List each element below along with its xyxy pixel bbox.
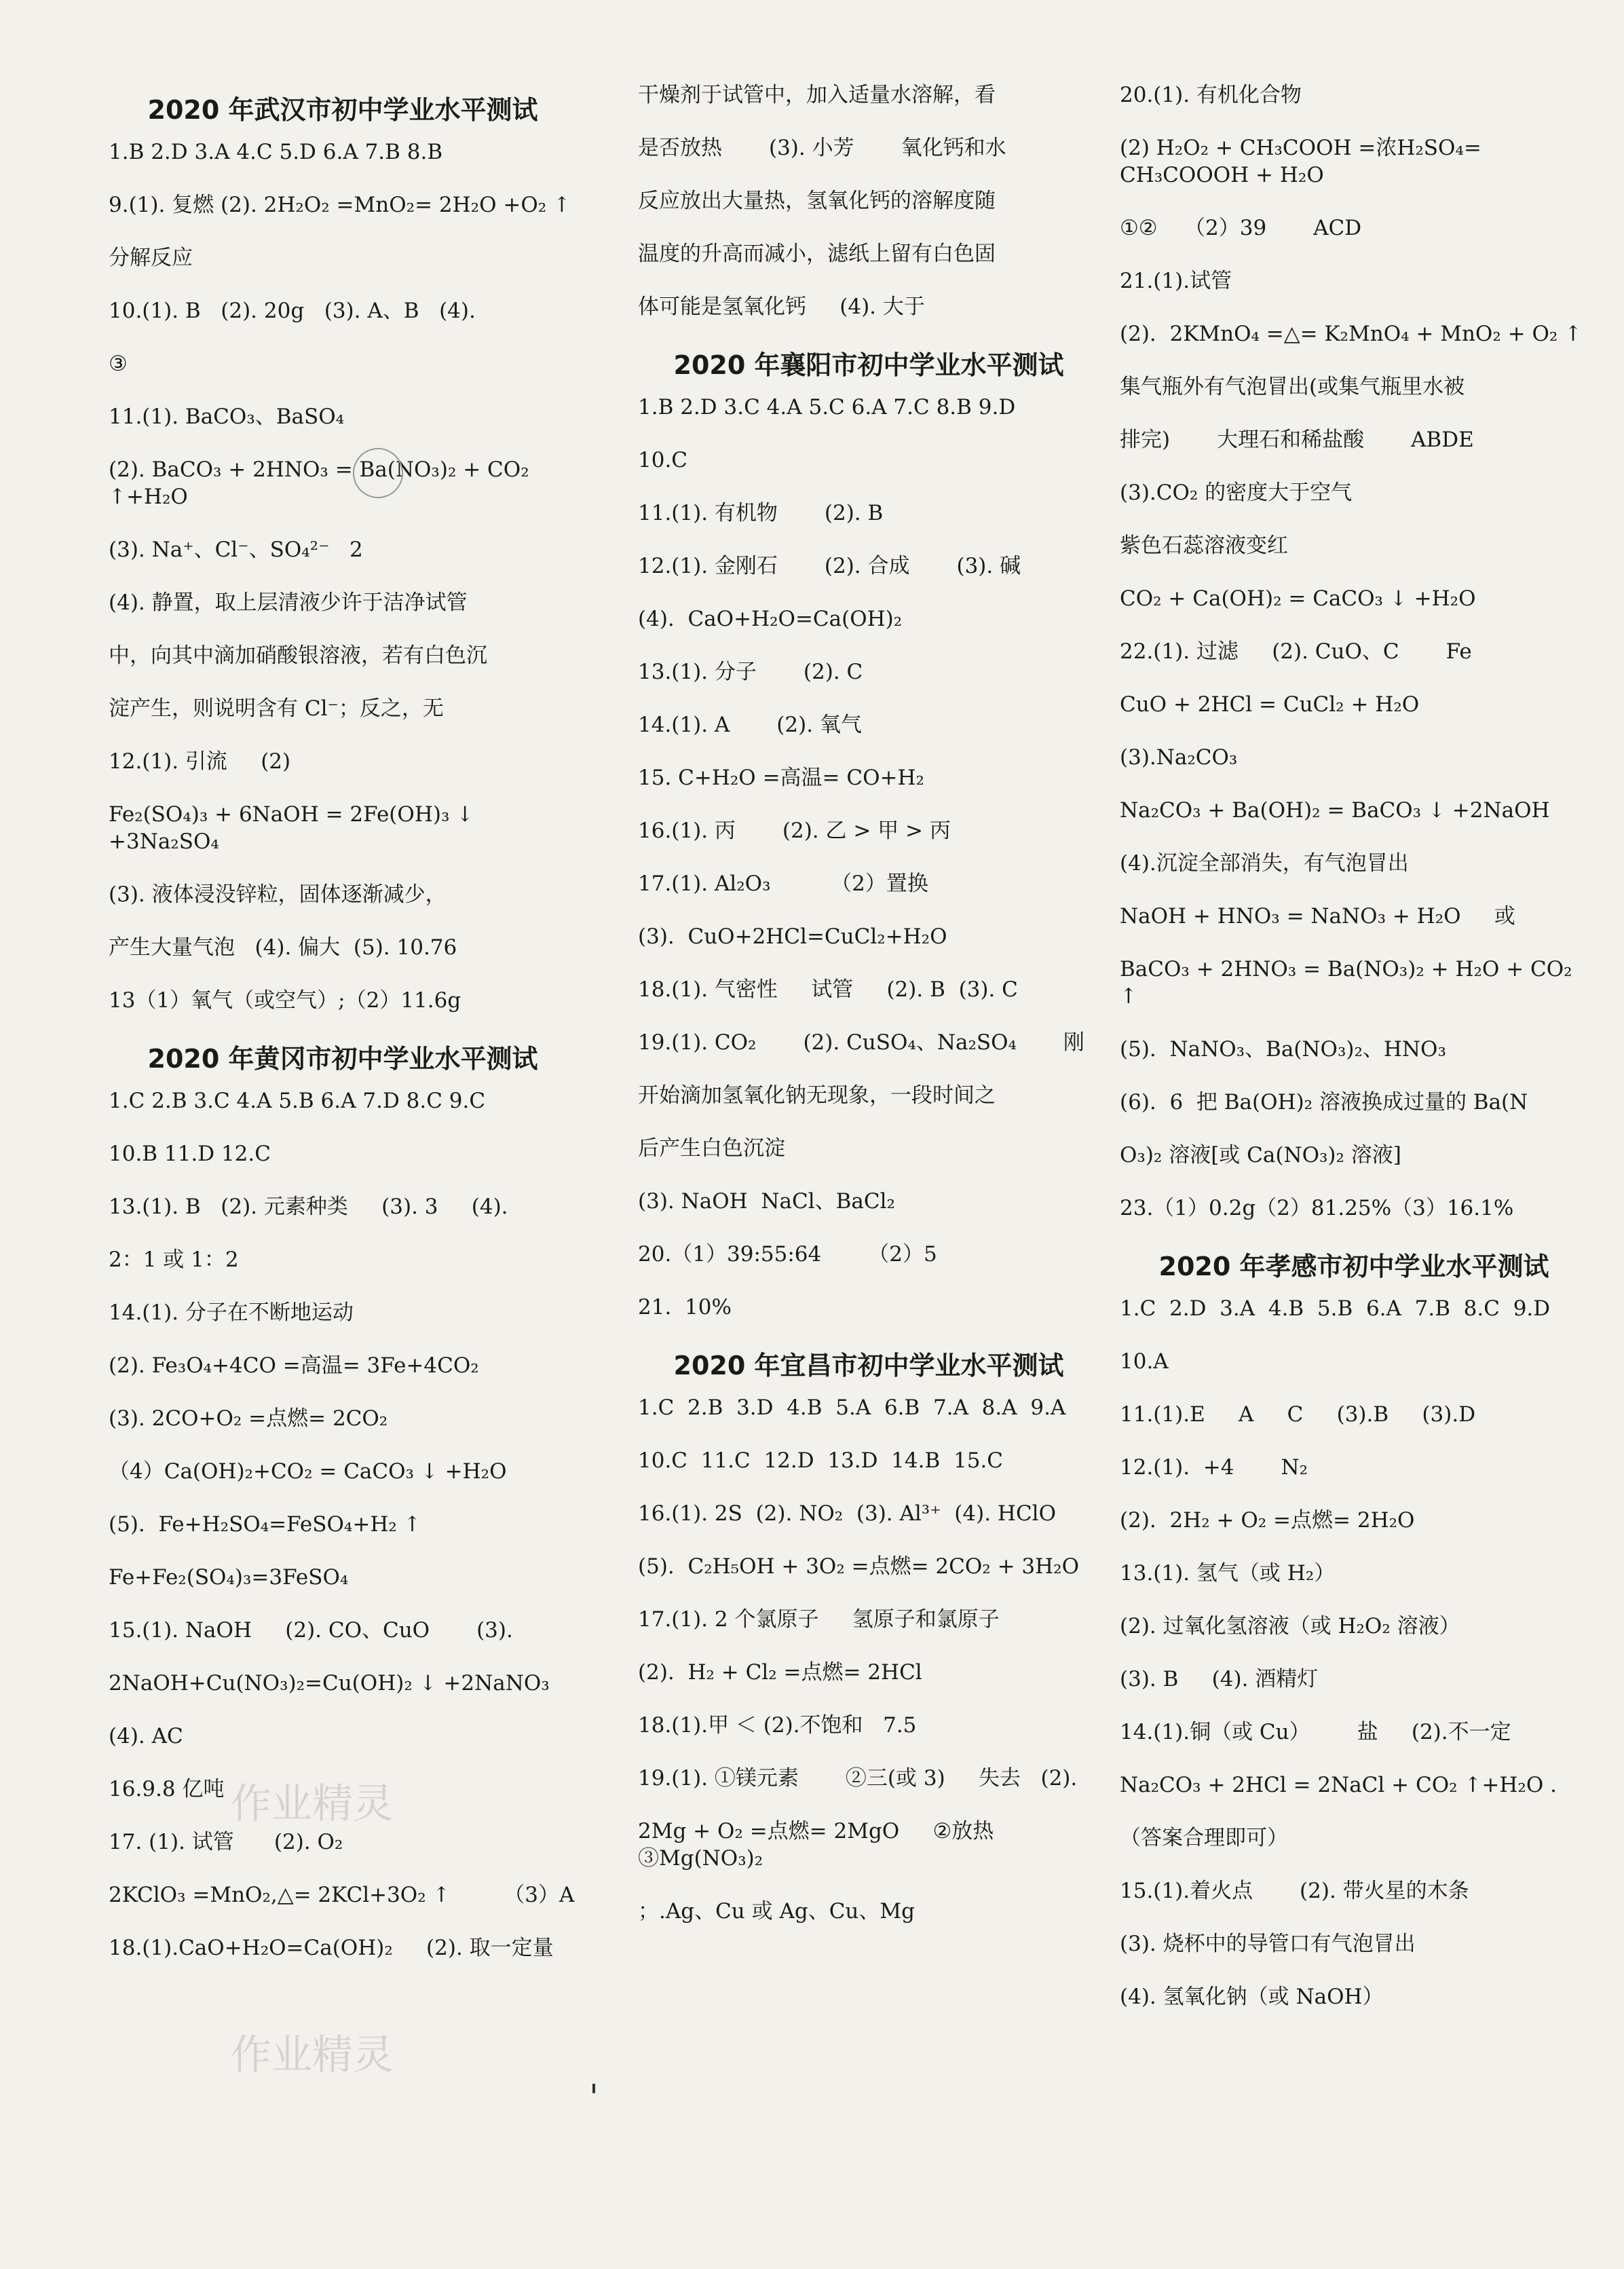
answer-line: (3).CO₂ 的密度大于空气 — [1120, 481, 1353, 505]
answer-line: Na₂CO₃ + Ba(OH)₂ = BaCO₃ ↓ +2NaOH — [1120, 798, 1550, 823]
answer-line: (2) H₂O₂ + CH₃COOH =浓H₂SO₄= CH₃COOOH + H₂O — [1120, 136, 1488, 187]
answer-line: 13（1）氧气（或空气）;（2）11.6g — [109, 988, 461, 1013]
answer-line: 11.(1). 有机物 (2). B — [638, 501, 884, 525]
answer-line: (5). C₂H₅OH + 3O₂ =点燃= 2CO₂ + 3H₂O — [638, 1554, 1080, 1579]
column-right — [1120, 81, 1588, 2036]
answer-line: 14.(1). A (2). 氧气 — [638, 713, 862, 737]
answer-line: 淀产生，则说明含有 Cl⁻；反之，无 — [109, 696, 444, 721]
answer-line: (4). CaO+H₂O=Ca(OH)₂ — [638, 607, 903, 631]
answer-line: 1.B 2.D 3.C 4.A 5.C 6.A 7.C 8.B 9.D — [638, 395, 1016, 419]
answer-line: (5). NaNO₃、Ba(NO₃)₂、HNO₃ — [1120, 1037, 1446, 1062]
answer-line: 10.(1). B (2). 20g (3). A、B (4). — [109, 299, 476, 323]
answer-line: (4). AC — [109, 1724, 183, 1748]
answer-line: ①② （2）39 ACD — [1120, 216, 1362, 240]
answer-line: (2). 2H₂ + O₂ =点燃= 2H₂O — [1120, 1508, 1415, 1533]
answer-line: 中，向其中滴加硝酸银溶液，若有白色沉 — [109, 643, 487, 668]
watermark: 作业精灵 — [231, 1780, 394, 1828]
answer-line: 10.B 11.D 12.C — [109, 1142, 271, 1166]
answer-line: (3). B (4). 酒精灯 — [1120, 1667, 1319, 1691]
section-heading: 2020 年黄冈市初中学业水平测试 — [147, 1044, 538, 1074]
answer-line: 1.C 2.B 3.D 4.B 5.A 6.B 7.A 8.A 9.A — [638, 1395, 1066, 1420]
answer-line: (5). Fe+H₂SO₄=FeSO₄+H₂ ↑ — [109, 1512, 421, 1537]
answer-line: 23.（1）0.2g（2）81.25%（3）16.1% — [1120, 1196, 1514, 1220]
answer-line: 集气瓶外有气泡冒出(或集气瓶里水被 — [1120, 375, 1465, 399]
answer-line: 紫色石蕊溶液变红 — [1120, 533, 1288, 558]
answer-line: 16.(1). 丙 (2). 乙 > 甲 > 丙 — [638, 819, 951, 843]
answer-line: 温度的升高而减小，滤纸上留有白色固 — [638, 242, 996, 266]
answer-line: 2：1 或 1：2 — [109, 1248, 239, 1272]
answer-line: 开始滴加氢氧化钠无现象，一段时间之 — [638, 1083, 996, 1108]
answer-line: 14.(1).铜（或 Cu） 盐 (2).不一定 — [1120, 1720, 1511, 1744]
answer-line: 20.（1）39:55:64 （2）5 — [638, 1242, 937, 1267]
answer-line: 15. C+H₂O =高温= CO+H₂ — [638, 766, 924, 790]
answer-line: 分解反应 — [109, 246, 193, 270]
answer-line: (3).Na₂CO₃ — [1120, 745, 1238, 770]
answer-line: (4). 静置，取上层清液少许于洁净试管 — [109, 590, 468, 615]
answer-line: 17. (1). 试管 (2). O₂ — [109, 1830, 343, 1854]
answer-line: 19.(1). CO₂ (2). CuSO₄、Na₂SO₄ 刚 — [638, 1030, 1084, 1055]
section-heading: 2020 年襄阳市初中学业水平测试 — [673, 350, 1064, 380]
answer-line: （答案合理即可） — [1120, 1826, 1288, 1850]
page-mark — [592, 2084, 595, 2093]
answer-line: 12.(1). +4 N₂ — [1120, 1455, 1308, 1480]
answer-line: 1.C 2.D 3.A 4.B 5.B 6.A 7.B 8.C 9.D — [1120, 1296, 1551, 1321]
answer-line: 2KClO₃ =MnO₂,△= 2KCl+3O₂ ↑ （3）A — [109, 1883, 575, 1907]
answer-line: (3). NaOH NaCl、BaCl₂ — [638, 1189, 895, 1214]
answer-line: O₃)₂ 溶液[或 Ca(NO₃)₂ 溶液] — [1120, 1143, 1401, 1167]
answer-line: BaCO₃ + 2HNO₃ = Ba(NO₃)₂ + H₂O + CO₂ ↑ — [1120, 957, 1579, 1009]
answer-line: 12.(1). 引流 (2) — [109, 749, 291, 774]
answer-line: (2). H₂ + Cl₂ =点燃= 2HCl — [638, 1660, 922, 1685]
answer-line: 15.(1).着火点 (2). 带火星的木条 — [1120, 1879, 1469, 1903]
answer-line: (3). 液体浸没锌粒，固体逐渐减少， — [109, 882, 447, 907]
section-heading: 2020 年宜昌市初中学业水平测试 — [673, 1351, 1064, 1381]
answer-line: 2Mg + O₂ =点燃= 2MgO ②放热 ③Mg(NO₃)₂ — [638, 1819, 1007, 1871]
answer-line: 后产生白色沉淀 — [638, 1136, 785, 1161]
answer-line: 10.C 11.C 12.D 13.D 14.B 15.C — [638, 1448, 1003, 1473]
answer-line: Fe₂(SO₄)₃ + 6NaOH = 2Fe(OH)₃ ↓ +3Na₂SO₄ — [109, 802, 481, 854]
answer-line: 是否放热 (3). 小芳 氧化钙和水 — [638, 136, 1006, 160]
answer-line: 14.(1). 分子在不断地运动 — [109, 1300, 354, 1325]
answer-line: 13.(1). 氢气（或 H₂） — [1120, 1561, 1336, 1586]
answer-line: CO₂ + Ca(OH)₂ = CaCO₃ ↓ +H₂O — [1120, 586, 1476, 611]
answer-line: 16.(1). 2S (2). NO₂ (3). Al³⁺ (4). HClO — [638, 1501, 1057, 1526]
answer-line: (3). CuO+2HCl=CuCl₂+H₂O — [638, 924, 947, 949]
section-heading: 2020 年孝感市初中学业水平测试 — [1158, 1252, 1549, 1281]
answer-line: 20.(1). 有机化合物 — [1120, 83, 1302, 107]
answer-line: (6). 6 把 Ba(OH)₂ 溶液换成过量的 Ba(N — [1120, 1090, 1528, 1114]
answer-line: 21. 10% — [638, 1295, 732, 1319]
answer-line: (3). 2CO+O₂ =点燃= 2CO₂ — [109, 1406, 388, 1431]
answer-line: 产生大量气泡 (4). 偏大 (5). 10.76 — [109, 935, 457, 960]
answer-line: 9.(1). 复燃 (2). 2H₂O₂ =MnO₂= 2H₂O +O₂ ↑ — [109, 193, 571, 217]
answer-line: (4). 氢氧化钠（或 NaOH） — [1120, 1985, 1384, 2009]
answer-line: 12.(1). 金刚石 (2). 合成 (3). 碱 — [638, 554, 1021, 578]
answer-line: Na₂CO₃ + 2HCl = 2NaCl + CO₂ ↑+H₂O . — [1120, 1773, 1557, 1797]
answer-line: 16.9.8 亿吨 — [109, 1777, 225, 1801]
answer-line: 排完) 大理石和稀盐酸 ABDE — [1120, 428, 1474, 452]
answer-line: 13.(1). 分子 (2). C — [638, 660, 863, 684]
answer-line: CuO + 2HCl = CuCl₂ + H₂O — [1120, 692, 1420, 717]
answer-line: (3). 烧杯中的导管口有气泡冒出 — [1120, 1932, 1416, 1956]
answer-line: 1.C 2.B 3.C 4.A 5.B 6.A 7.D 8.C 9.C — [109, 1089, 486, 1113]
answer-line: (4).沉淀全部消失，有气泡冒出 — [1120, 851, 1409, 876]
answer-line: 11.(1). BaCO₃、BaSO₄ — [109, 405, 345, 429]
answer-line: 18.(1).CaO+H₂O=Ca(OH)₂ (2). 取一定量 — [109, 1936, 554, 1960]
watermark: 作业精灵 — [231, 2031, 394, 2079]
answer-line: 15.(1). NaOH (2). CO、CuO (3). — [109, 1618, 513, 1643]
answer-line: (2). 2KMnO₄ =△= K₂MnO₄ + MnO₂ + O₂ ↑ — [1120, 322, 1583, 346]
answer-line: 10.C — [638, 448, 688, 472]
answer-line: 2NaOH+Cu(NO₃)₂=Cu(OH)₂ ↓ +2NaNO₃ — [109, 1671, 550, 1695]
answer-line: 17.(1). 2 个氯原子 氢原子和氯原子 — [638, 1607, 1000, 1632]
answer-line: (3). Na⁺、Cl⁻、SO₄²⁻ 2 — [109, 538, 363, 562]
answer-line: 11.(1).E A C (3).B (3).D — [1120, 1402, 1476, 1427]
section-heading: 2020 年武汉市初中学业水平测试 — [147, 95, 538, 125]
answer-line: 19.(1). ①镁元素 ②三(或 3) 失去 (2). — [638, 1766, 1078, 1790]
answer-line: ③ — [109, 352, 128, 376]
answer-line: 22.(1). 过滤 (2). CuO、C Fe — [1120, 639, 1472, 664]
answer-line: 21.(1).试管 — [1120, 269, 1232, 293]
answer-line: 反应放出大量热，氢氧化钙的溶解度随 — [638, 189, 996, 213]
answer-line: NaOH + HNO₃ = NaNO₃ + H₂O 或 — [1120, 904, 1515, 929]
answer-line: Fe+Fe₂(SO₄)₃=3FeSO₄ — [109, 1565, 349, 1590]
answer-line: （4）Ca(OH)₂+CO₂ = CaCO₃ ↓ +H₂O — [109, 1459, 507, 1484]
answer-line: 17.(1). Al₂O₃ （2）置换 — [638, 871, 928, 896]
answer-line: 10.A — [1120, 1349, 1169, 1374]
answer-line: (2). 过氧化氢溶液（或 H₂O₂ 溶液） — [1120, 1614, 1460, 1638]
answer-line: 13.(1). B (2). 元素种类 (3). 3 (4). — [109, 1195, 508, 1219]
answer-line: (2). BaCO₃ + 2HNO₃ = Ba(NO₃)₂ + CO₂ ↑+H₂O — [109, 457, 536, 509]
column-left — [109, 81, 577, 1987]
answer-line: 18.(1).甲 ＜ (2).不饱和 7.5 — [638, 1713, 917, 1738]
answer-line: 体可能是氢氧化钙 (4). 大于 — [638, 295, 925, 319]
answer-line: 干燥剂于试管中，加入适量水溶解，看 — [638, 83, 996, 107]
answer-line: ；.Ag、Cu 或 Ag、Cu、Mg — [638, 1899, 915, 1924]
column-middle — [638, 81, 1099, 1951]
answer-line: (2). Fe₃O₄+4CO =高温= 3Fe+4CO₂ — [109, 1353, 479, 1378]
answer-line: 1.B 2.D 3.A 4.C 5.D 6.A 7.B 8.B — [109, 140, 443, 164]
answer-line: 18.(1). 气密性 试管 (2). B (3). C — [638, 977, 1018, 1002]
